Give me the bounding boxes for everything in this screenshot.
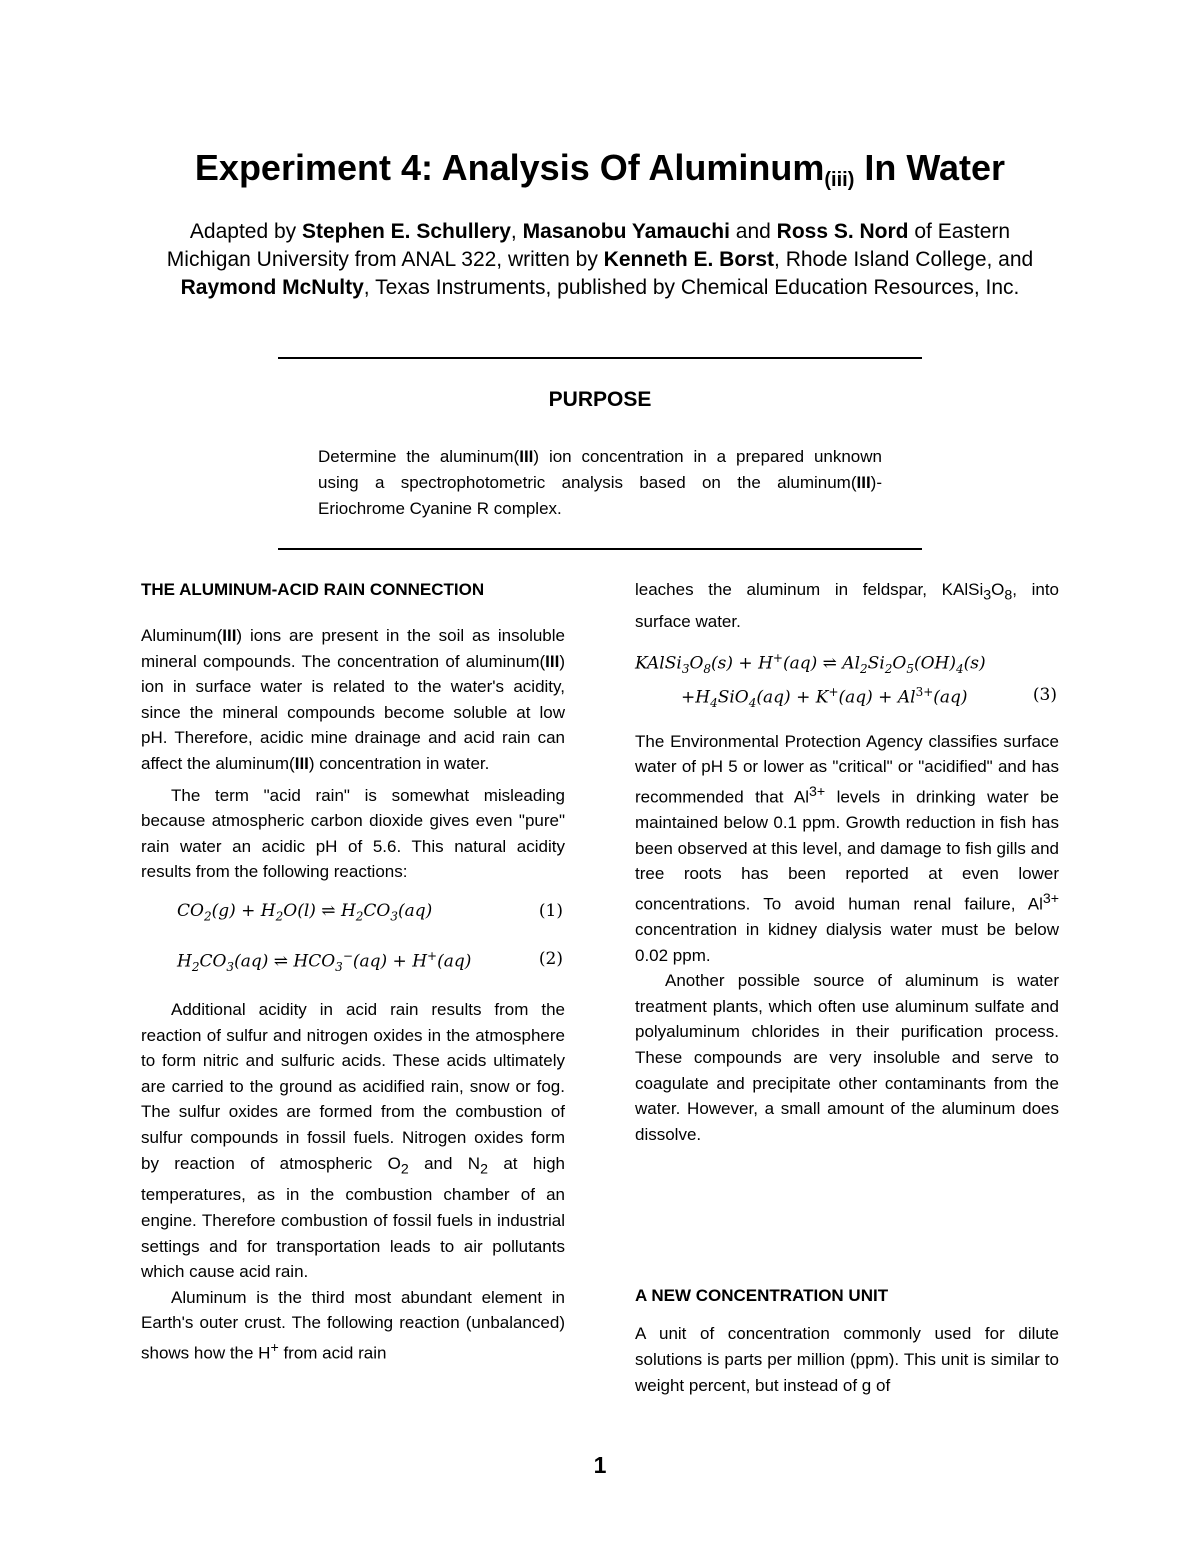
- document-title: Experiment 4: Analysis Of Aluminum$_{(iii)}$ In Water: [194, 147, 1006, 191]
- equation-3-line-2: $+H_4SiO_4(aq) + K^+(aq) + Al^{3+}(aq)$ (3): [681, 684, 1057, 710]
- equation-2: $H_2CO_3(aq)$ ⇌ $HCO_3^-(aq) + H^+(aq)$ (2): [177, 948, 563, 974]
- paragraph-abundant-element: Aluminum is the third most abundant element in Earth's outer crust. The following reaction (unbalanced) shows how the H+ from acid rain: [141, 1287, 565, 1363]
- paragraph-feldspar: leaches the aluminum in feldspar, $KAlSi_3O_8$, into surface water.: [635, 580, 1059, 631]
- paragraph-epa: The Environmental Protection Agency classifies surface water of pH 5 or lower as "critical" or "acidified" and has recommended that $Al^{3+}$ levels in drinking water be maintained below 0.1 ppm. Growth reduction in fish has been observed at this level, and damage to fish gills and tree roots has been reported at even lower concentrations. To avoid human renal failure, $Al^{3+}$ concentration in kidney dialysis water must be below 0.02 ppm.: [635, 731, 1059, 965]
- right-column: [635, 577, 1059, 1398]
- equation-number-1: (1): [538, 900, 563, 921]
- author-credits: Adapted by Stephen E. Schullery, Masanobu Yamauchi and Ross S. Nord of Eastern Michigan University from ANAL 322, written by Kenneth E. Borst, Rhode Island College, and Raymond McNulty, Texas Instruments, published by Chemical Education Resources, Inc.: [166, 220, 1034, 299]
- paragraph-ppm: A unit of concentration commonly used for dilute solutions is parts per million (ppm). This unit is similar to weight percent, but instead of g of: [635, 1324, 1059, 1395]
- paragraph-aluminum-ions: Aluminum(III) ions are present in the soil as insoluble mineral compounds. The concentration of aluminum(III) ion in surface water is related to the water's acidity, since the mineral compounds become soluble at low pH. Therefore, acidic mine drainage and acid rain can affect the aluminum(III) concentration in water.: [141, 626, 565, 773]
- divider-top: [278, 357, 922, 359]
- paragraph-acid-rain-term: The term "acid rain" is somewhat misleading because atmospheric carbon dioxide gives even "pure" rain water an acidic pH of 5.6. This natural acidity results from the following reactions:: [141, 785, 565, 882]
- divider-bottom: [278, 548, 922, 550]
- purpose-text: Determine the aluminum(III) ion concentration in a prepared unknown using a spectrophotometric analysis based on the aluminum(III)-Eriochrome Cyanine R complex.: [318, 447, 882, 518]
- equation-number-2: (2): [538, 948, 563, 969]
- equation-3-line-1: $KAlSi_3O_8(s) + H^+(aq)$ ⇌ $Al_2Si_2O_5(OH)_4(s)$: [635, 650, 986, 676]
- paragraph-water-treatment: Another possible source of aluminum is water treatment plants, which often use aluminum sulfate and polyaluminum chlorides in their purification process. These compounds are very insoluble and serve to coagulate and precipitate other contaminants from the water. However, a small amount of the aluminum does dissolve.: [635, 971, 1059, 1144]
- left-column: [141, 577, 565, 1366]
- equation-1: $CO_2(g) + H_2O(l)$ ⇌ $H_2CO_3(aq)$ (1): [177, 900, 563, 924]
- page-number: 1: [593, 1452, 607, 1478]
- purpose-heading: PURPOSE: [548, 388, 652, 411]
- equation-number-3: (3): [1032, 684, 1057, 705]
- section-heading-concentration-unit: A NEW CONCENTRATION UNIT: [635, 1286, 889, 1306]
- paragraph-additional-acidity: Additional acidity in acid rain results from the reaction of sulfur and nitrogen oxides in the atmosphere to form nitric and sulfuric acids. These acids ultimately are carried to the ground as acidified rain, snow or fog. The sulfur oxides are formed from the combustion of sulfur compounds in fossil fuels. Nitrogen oxides form by reaction of atmospheric $O_2$ and $N_2$ at high temperatures, as in the combustion chamber of an engine. Therefore combustion of fossil fuels in industrial settings and for transportation leads to air pollutants which cause acid rain.: [141, 999, 565, 1282]
- section-heading-acid-rain: THE ALUMINUM-ACID RAIN CONNECTION: [141, 580, 485, 599]
